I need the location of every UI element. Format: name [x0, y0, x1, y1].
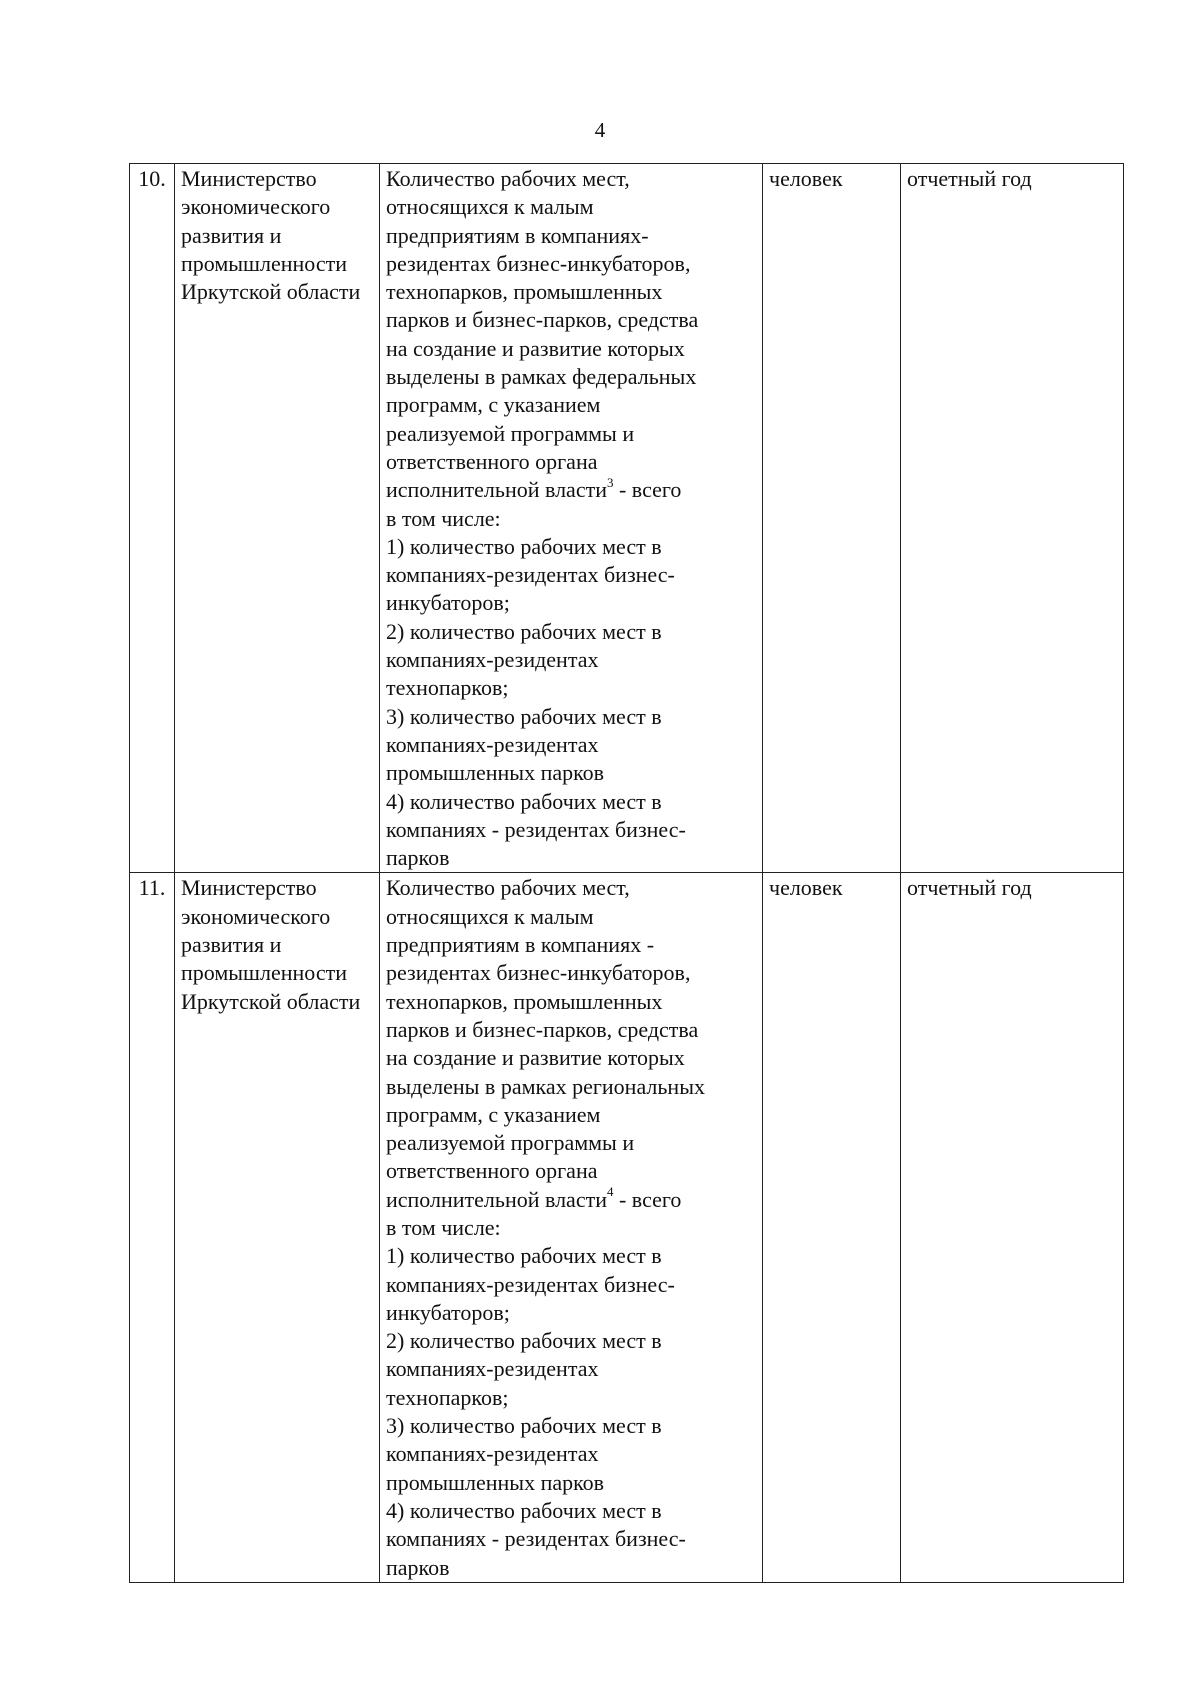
description-line: предприятиям в компаниях -	[386, 932, 655, 958]
description-line: инкубаторов;	[386, 590, 510, 616]
description-line: выделены в рамках региональных	[386, 1073, 705, 1099]
description-line: в том числе:	[386, 505, 501, 531]
description-line: компаниях-резидентах	[386, 647, 599, 673]
description-line: предприятиям в компаниях-	[386, 222, 649, 248]
footnote-marker: 3	[606, 474, 614, 490]
description-line: 1) количество рабочих мест в	[386, 533, 662, 559]
description-line: ответственного органа	[386, 1158, 598, 1184]
footnote-marker: 4	[606, 1184, 614, 1200]
description-text: - всего	[613, 477, 682, 503]
description-line: парков	[386, 1554, 450, 1580]
unit-cell: человек	[763, 164, 901, 873]
description-line: выделены в рамках федеральных	[386, 364, 697, 390]
description-line: промышленных парков	[386, 760, 605, 786]
table-row	[130, 164, 1124, 873]
table-row	[130, 873, 1124, 1582]
description-line: компаниях-резидентах	[386, 731, 599, 757]
description-line: технопарков, промышленных	[386, 279, 663, 305]
description-line: реализуемой программы и	[386, 1130, 635, 1156]
description-line: технопарков;	[386, 1384, 509, 1410]
description-line: парков и бизнес-парков, средства	[386, 307, 699, 333]
description-line: относящихся к малым	[386, 194, 594, 220]
description-line: на создание и развитие которых	[386, 1045, 685, 1071]
description-line: компаниях - резидентах бизнес-	[386, 816, 686, 842]
description-line: компаниях-резидентах	[386, 1441, 599, 1467]
description-text: исполнительной власти	[386, 1186, 607, 1212]
description-line: 4) количество рабочих мест в	[386, 788, 662, 814]
description-line: компаниях - резидентах бизнес-	[386, 1526, 686, 1552]
description-line: 3) количество рабочих мест в	[386, 1413, 662, 1439]
description-line: промышленных парков	[386, 1469, 605, 1495]
description-line: в том числе:	[386, 1214, 501, 1240]
row-number: 11.	[130, 873, 175, 1582]
description-line: ответственного органа	[386, 448, 598, 474]
description-line: парков	[386, 845, 450, 871]
description-line: компаниях-резидентах	[386, 1356, 599, 1382]
description-line: Количество рабочих мест,	[386, 875, 630, 901]
description-line: относящихся к малым	[386, 903, 594, 929]
period-cell: отчетный год	[901, 164, 1124, 873]
description-line: реализуемой программы и	[386, 420, 635, 446]
description-line-with-footnote	[386, 1186, 757, 1214]
description-line: 1) количество рабочих мест в	[386, 1243, 662, 1269]
description-line: 2) количество рабочих мест в	[386, 1328, 662, 1354]
indicators-table	[129, 163, 1124, 1583]
description-text: исполнительной власти	[386, 477, 607, 503]
row-number: 10.	[130, 164, 175, 873]
organization-cell: Министерство экономического развития и промышленности Иркутской области	[175, 873, 380, 1582]
description-line: резидентах бизнес-инкубаторов,	[386, 960, 691, 986]
description-text: - всего	[613, 1186, 682, 1212]
description-line: 3) количество рабочих мест в	[386, 703, 662, 729]
description-line: 2) количество рабочих мест в	[386, 618, 662, 644]
description-line: программ, с указанием	[386, 392, 601, 418]
description-line: программ, с указанием	[386, 1101, 601, 1127]
description-line: компаниях-резидентах бизнес-	[386, 1271, 675, 1297]
description-line: технопарков, промышленных	[386, 988, 663, 1014]
organization-cell: Министерство экономического развития и промышленности Иркутской области	[175, 164, 380, 873]
description-cell	[380, 873, 763, 1582]
description-cell	[380, 164, 763, 873]
period-cell: отчетный год	[901, 873, 1124, 1582]
description-line: технопарков;	[386, 675, 509, 701]
description-line: инкубаторов;	[386, 1299, 510, 1325]
unit-cell: человек	[763, 873, 901, 1582]
description-line: Количество рабочих мест,	[386, 166, 630, 191]
description-line: компаниях-резидентах бизнес-	[386, 562, 675, 588]
description-line: резидентах бизнес-инкубаторов,	[386, 250, 691, 276]
description-line: на создание и развитие которых	[386, 335, 685, 361]
page-number: 4	[594, 118, 606, 142]
description-line: парков и бизнес-парков, средства	[386, 1016, 699, 1042]
description-line-with-footnote	[386, 476, 757, 504]
description-line: 4) количество рабочих мест в	[386, 1497, 662, 1523]
